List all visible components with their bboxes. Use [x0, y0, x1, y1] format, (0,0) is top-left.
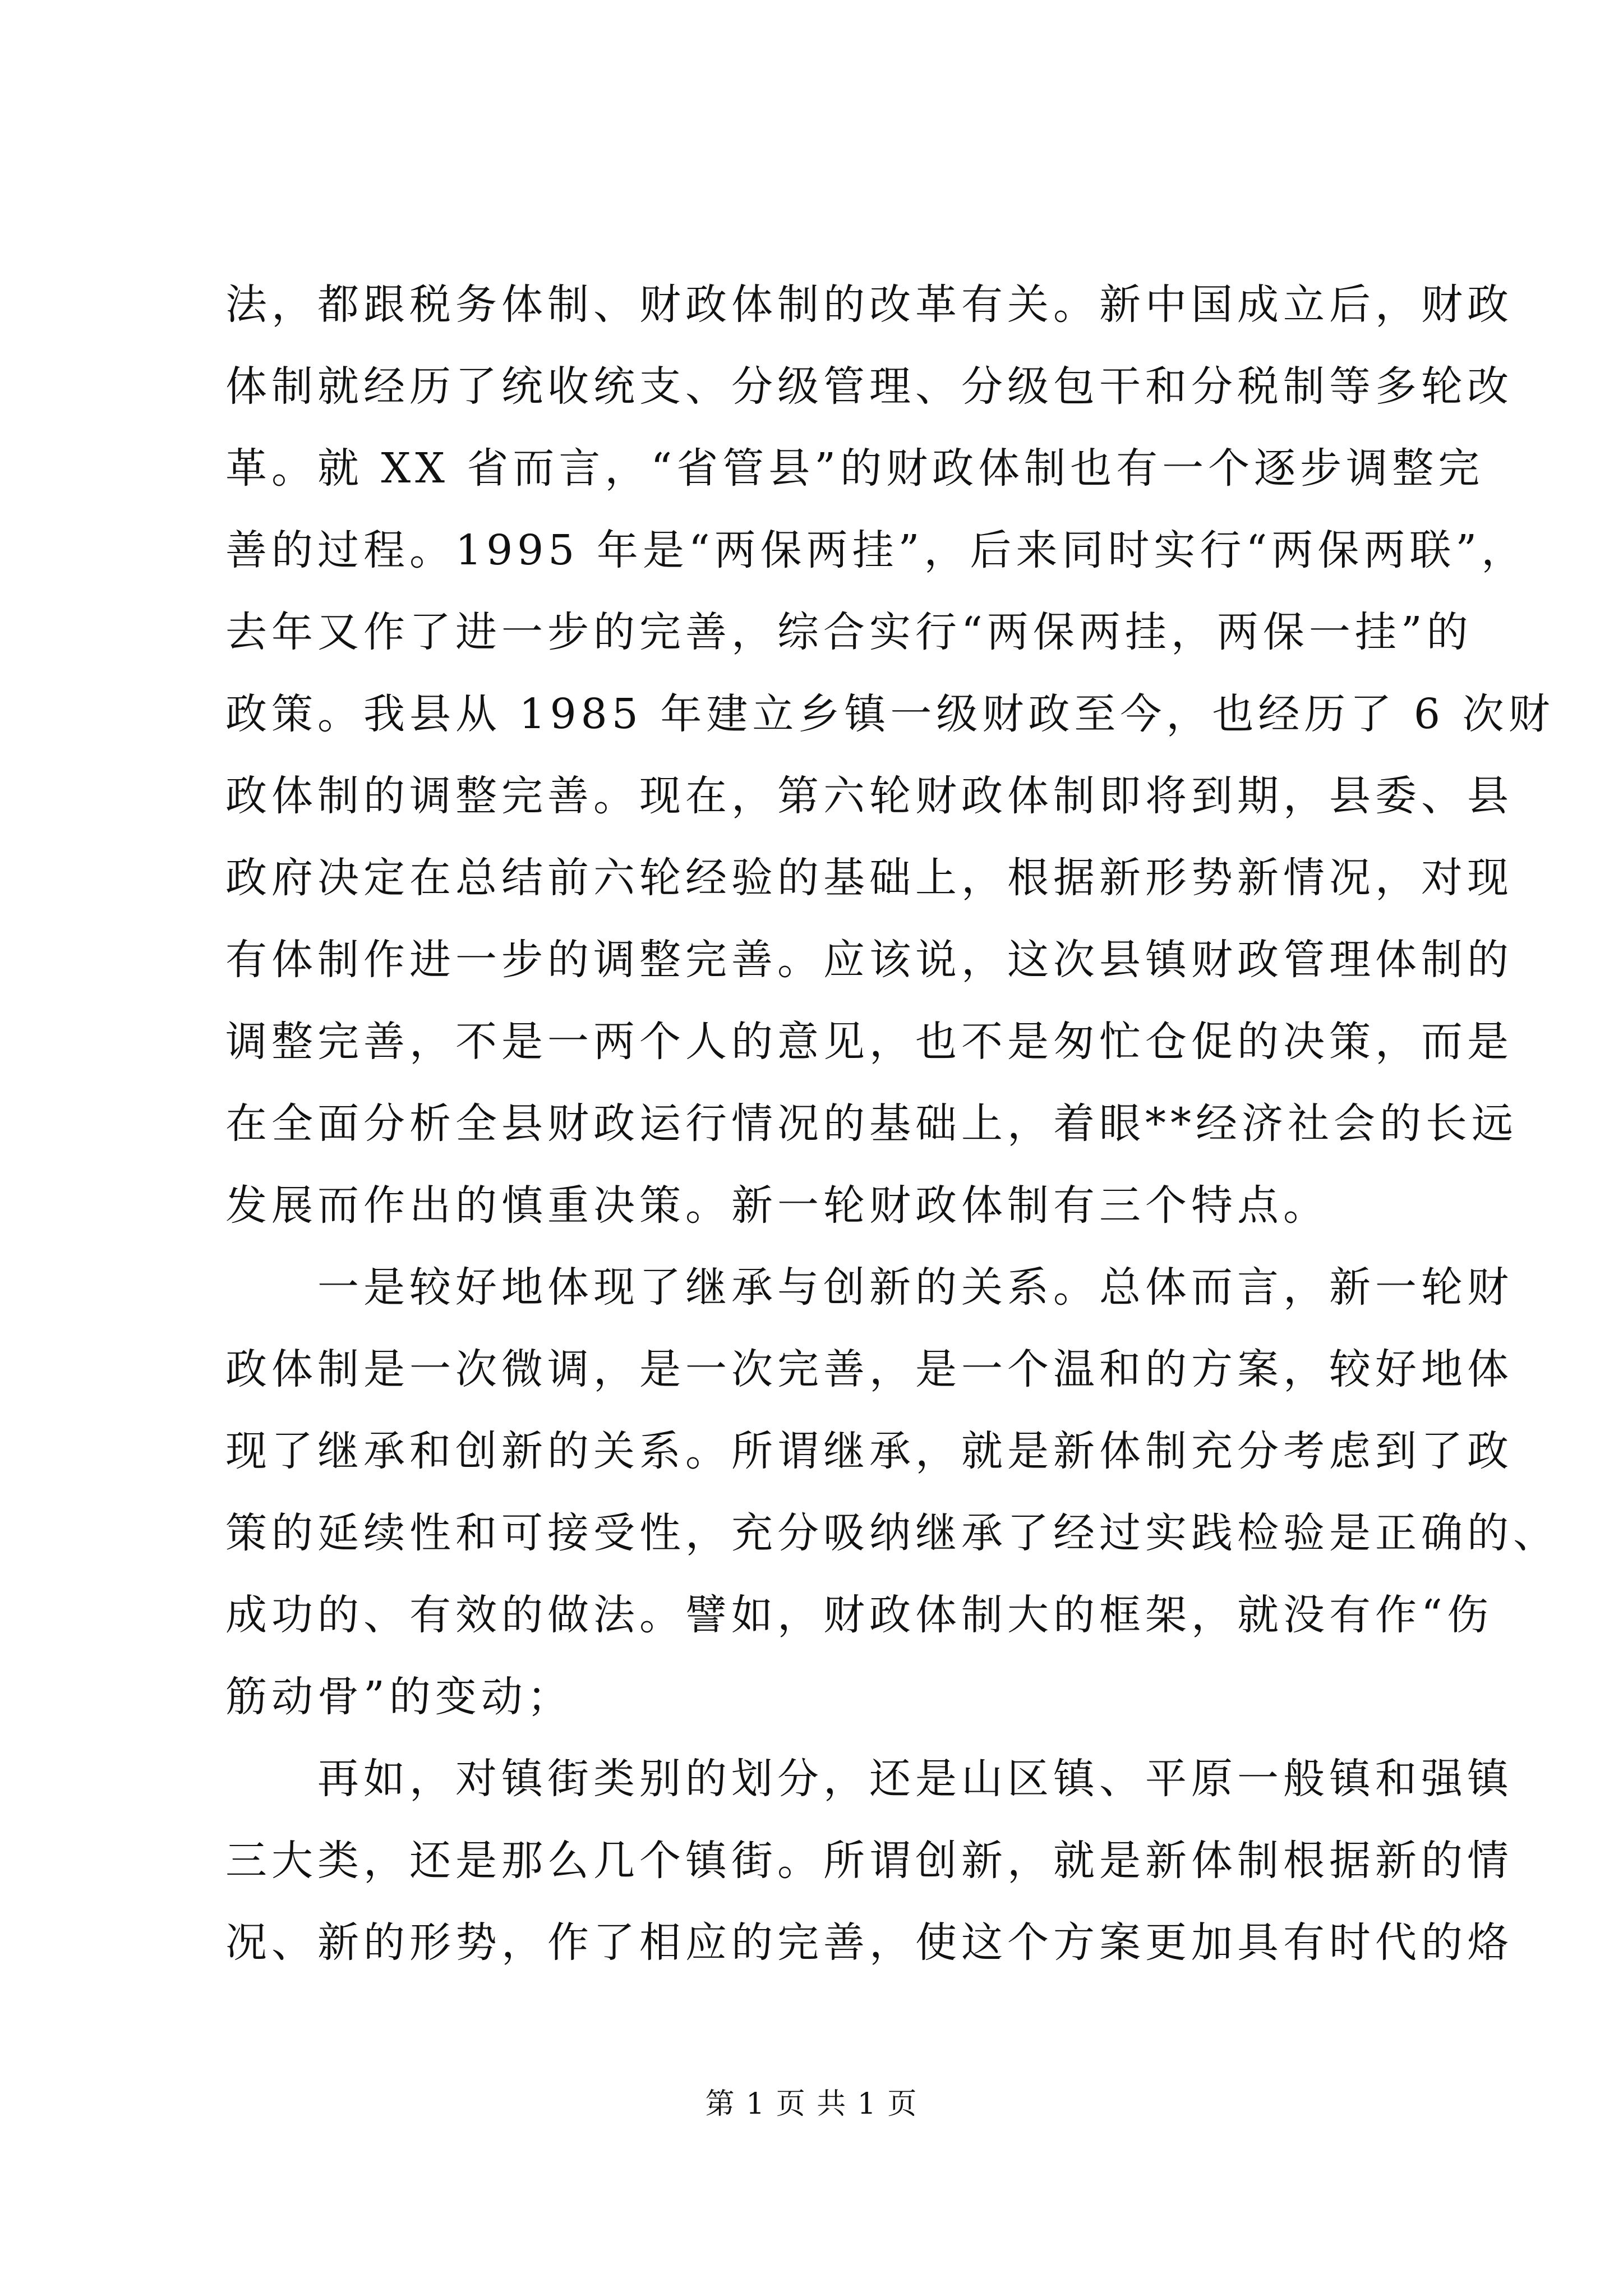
text-line: 体制就经历了统收统支、分级管理、分级包干和分税制等多轮改 [225, 362, 1513, 411]
text-line: 一是较好地体现了继承与创新的关系。总体而言，新一轮财 [225, 1263, 1513, 1312]
text-line: 政策。我县从 1985 年建立乡镇一级财政至今，也经历了 6 次财 [225, 690, 1555, 738]
text-line: 政府决定在总结前六轮经验的基础上，根据新形势新情况，对现 [225, 854, 1513, 902]
text-line: 善的过程。1995 年是“两保两挂”，后来同时实行“两保两联”， [225, 526, 1528, 574]
text-line: 发展而作出的慎重决策。新一轮财政体制有三个特点。 [225, 1181, 1329, 1230]
text-line: 革。就 XX 省而言，“省管县”的财政体制也有一个逐步调整完 [225, 444, 1484, 493]
document-body [225, 264, 1559, 1984]
text-line: 现了继承和创新的关系。所谓继承，就是新体制充分考虑到了政 [225, 1427, 1513, 1475]
text-line: 有体制作进一步的调整完善。应该说，这次县镇财政管理体制的 [225, 936, 1513, 984]
text-line: 三大类，还是那么几个镇街。所谓创新，就是新体制根据新的情 [225, 1837, 1513, 1885]
text-line: 去年又作了进一步的完善，综合实行“两保两挂，两保一挂”的 [225, 608, 1473, 656]
text-line: 策的延续性和可接受性，充分吸纳继承了经过实践检验是正确的、 [225, 1509, 1559, 1557]
text-line: 成功的、有效的做法。譬如，财政体制大的框架，就没有作“伤 [225, 1591, 1493, 1639]
text-line: 政体制是一次微调，是一次完善，是一个温和的方案，较好地体 [225, 1345, 1513, 1393]
text-line: 法，都跟税务体制、财政体制的改革有关。新中国成立后，财政 [225, 280, 1513, 329]
text-line: 筋动骨”的变动； [225, 1673, 573, 1721]
page-number-footer: 第 1 页 共 1 页 [705, 2087, 918, 2121]
text-line: 政体制的调整完善。现在，第六轮财政体制即将到期，县委、县 [225, 772, 1513, 820]
text-line: 再如，对镇街类别的划分，还是山区镇、平原一般镇和强镇 [225, 1755, 1513, 1803]
text-line: 况、新的形势，作了相应的完善，使这个方案更加具有时代的烙 [225, 1918, 1513, 1967]
text-line: 在全面分析全县财政运行情况的基础上，着眼**经济社会的长远 [225, 1099, 1518, 1148]
text-line: 调整完善，不是一两个人的意见，也不是匆忙仓促的决策，而是 [225, 1018, 1513, 1066]
